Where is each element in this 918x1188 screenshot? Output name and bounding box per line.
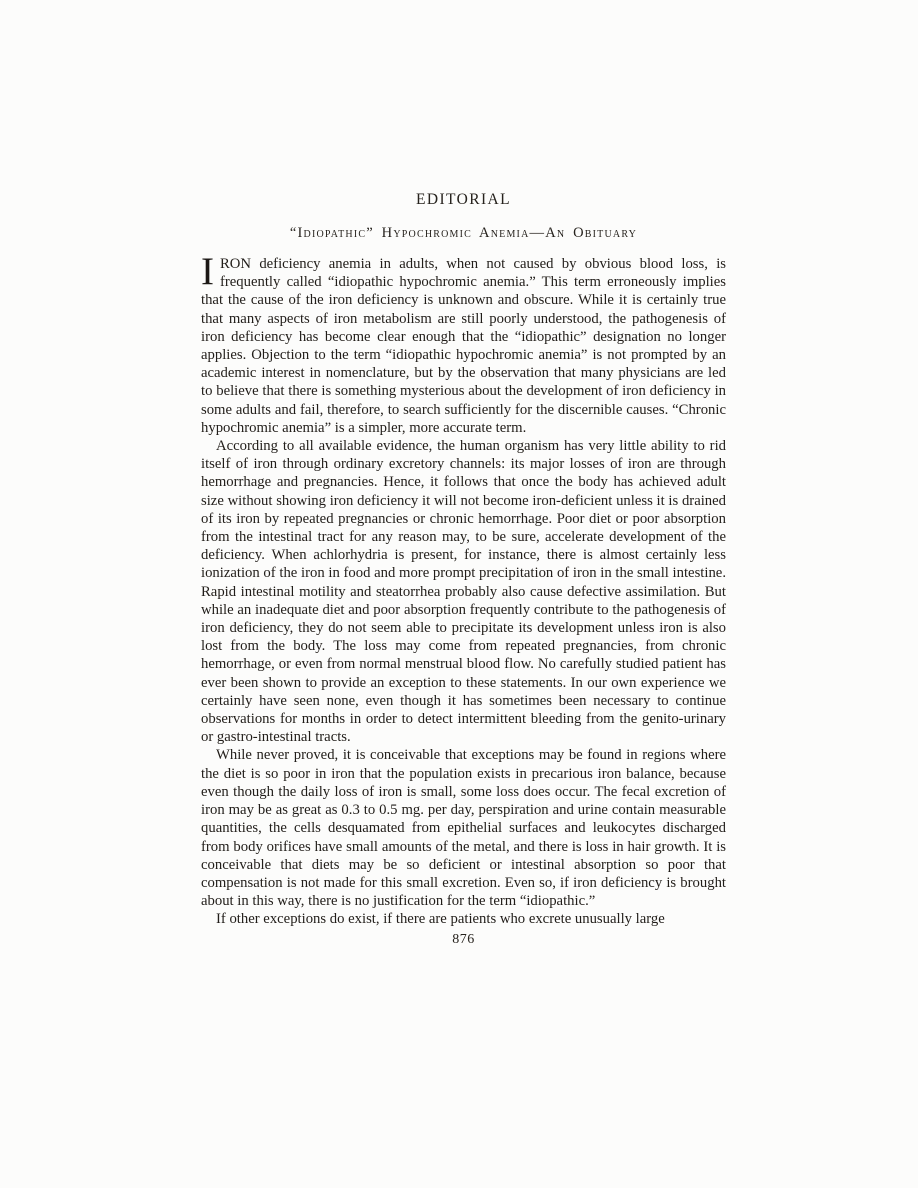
paragraph-2: According to all available evidence, the human organism has very little ability to rid itself of iron through ordinary excretory channels: its major losses of iron are through hemorrhage and pregnancies. Hence, it follows that once the body has achieved adult size without showing iron deficiency it will not become iron-deficient unless it is drained of its iron by repeated pregnancies or chronic hemorrhage. Poor diet or poor absorption from the intestinal tract for any reason may, to be sure, accelerate development of the deficiency. When achlorhydria is present, for instance, there is almost certainly less ionization of the iron in food and more prompt precipitation of iron in the small intestine. Rapid intestinal motility and steatorrhea probably also cause defective assimilation. But while an inadequate diet and poor absorption frequently contribute to the pathogenesis of iron deficiency, they do not seem able to precipitate its development unless iron is also lost from the body. The loss may come from repeated pregnancies, from chronic hemorrhage, or even from normal menstrual blood flow. No carefully studied patient has ever been shown to provide an exception to these statements. In our own experience we certainly have seen none, even though it has sometimes been necessary to continue observations for months in order to detect intermittent bleeding from the genito-urinary or gastro-intestinal tracts. <box>201 438 726 746</box>
article-title: EDITORIAL <box>416 191 511 208</box>
paragraph-3: While never proved, it is conceivable that exceptions may be found in regions where the diet is so poor in iron that the population exists in precarious iron balance, because even though the daily loss of iron is small, some loss does occur. The fecal excretion of iron may be as great as 0.3 to 0.5 mg. per day, perspiration and urine contain measurable quantities, the cells desquamated from epithelial surfaces and leukocytes discharged from body orifices have small amounts of the metal, and there is loss in hair growth. It is conceivable that diets may be so deficient or intestinal absorption so poor that compensation is not made for this small excretion. Even so, if iron deficiency is brought about in this way, there is no justification for the term “idiopathic.” <box>201 747 726 910</box>
page-number: 876 <box>452 931 475 947</box>
editorial-article <box>201 191 726 948</box>
paragraph-1-text: RON deficiency anemia in adults, when not caused by obvious blood loss, is frequently called “idiopathic hypochromic anemia.” This term erroneously implies that the cause of the iron deficiency is unknown and obscure. While it is certainly true that many aspects of iron metabolism are still poorly understood, the pathogenesis of iron deficiency has become clear enough that the “idiopathic” designation no longer applies. Objection to the term “idiopathic hypochromic anemia” is not prompted by an academic interest in nomenclature, but by the observation that many physicians are led to believe that there is something mysterious about the development of iron deficiency in some adults and fail, therefore, to search sufficiently for the discernible causes. “Chronic hypochromic anemia” is a simpler, more accurate term. <box>201 256 726 436</box>
dropcap-letter: I <box>201 250 214 293</box>
paragraph-1 <box>201 250 726 437</box>
paragraph-4: If other exceptions do exist, if there are patients who excrete unusually large <box>216 911 665 928</box>
article-subtitle: “Idiopathic” Hypochromic Anemia—An Obituary <box>289 225 638 241</box>
